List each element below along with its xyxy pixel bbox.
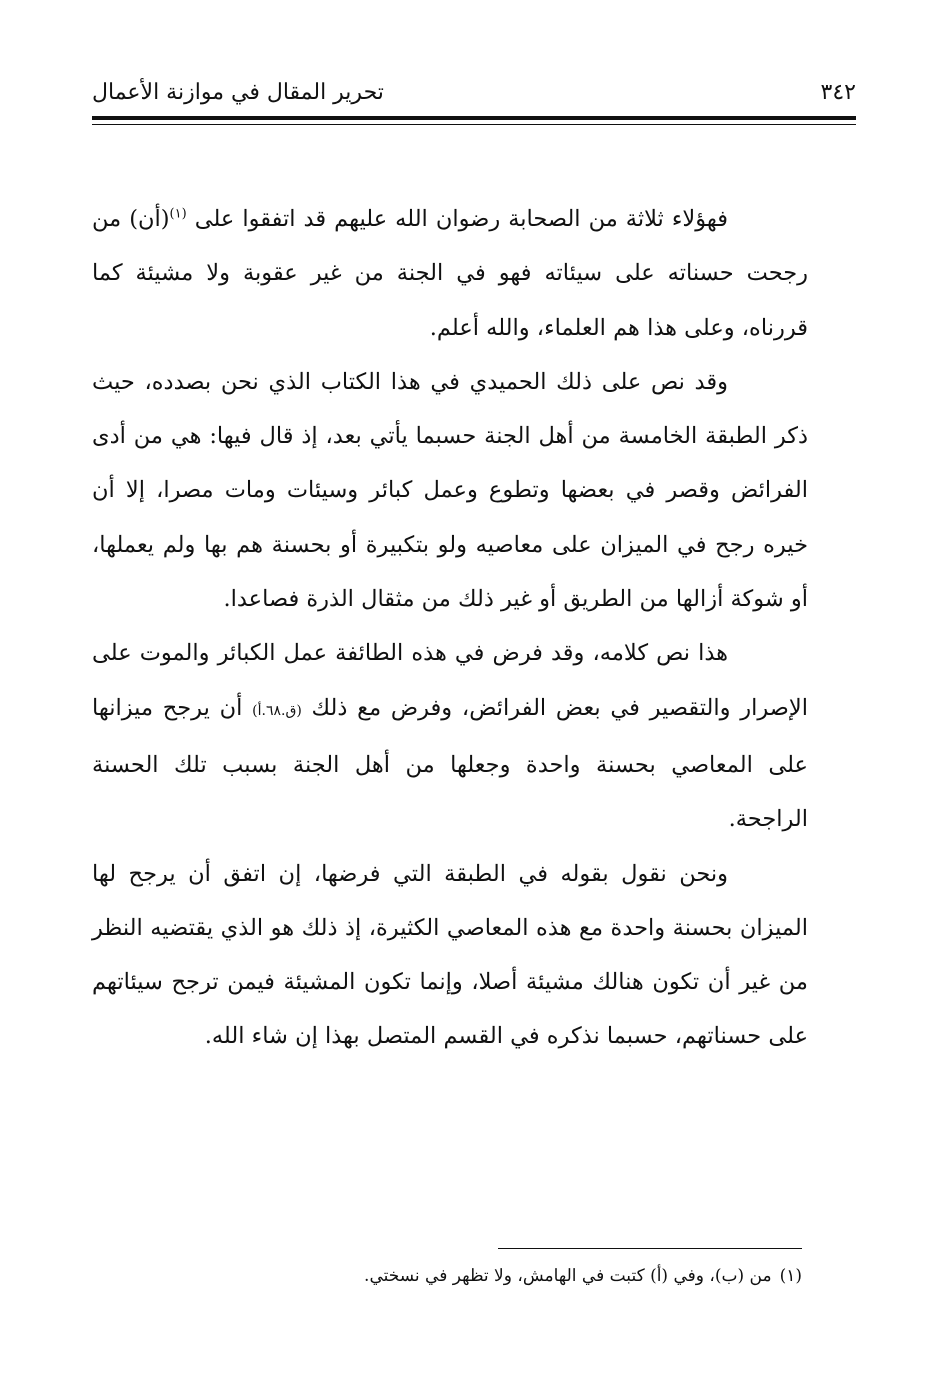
footnote-reference-1: (١) xyxy=(169,206,187,222)
page-number: ٣٤٢ xyxy=(820,80,856,105)
paragraph-3 xyxy=(92,626,808,846)
running-title: تحرير المقال في موازنة الأعمال xyxy=(92,80,384,105)
footnote-separator xyxy=(498,1248,802,1249)
paragraph-3-text-b: أن يرجح ميزانها على المعاصي بحسنة واحدة وجعلها من أهل الجنة بسبب تلك الحسنة الراجحة. xyxy=(92,694,808,833)
main-text xyxy=(92,192,808,1064)
paragraph-2: وقد نص على ذلك الحميدي في هذا الكتاب الذي نحن بصدده، حيث ذكر الطبقة الخامسة من أهل الجنة حسبما يأتي بعد، إذ قال فيها: هي من أدى الفرائض وقصر في بعضها وتطوع وعمل كبائر وسيئات ومات مصرا، إلا أن خيره رجح في الميزان على معاصيه ولو بتكبيرة أو بحسنة هم بها ولم يعملها، أو شوكة أزالها من الطريق أو غير ذلك من مثقال الذرة فصاعدا. xyxy=(92,368,808,613)
paragraph-4: ونحن نقول بقوله في الطبقة التي فرضها، إن اتفق أن يرجح لها الميزان بحسنة واحدة مع هذه المعاصي الكثيرة، إذ ذلك هو الذي يقتضيه النظر من غير أن تكون هنالك مشيئة أصلا، وإنما تكون المشيئة فيمن ترجح سيئاتهم على حسناتهم، حسبما نذكره في القسم المتصل بهذا إن شاء الله. xyxy=(92,860,808,1050)
paragraph-3-text-a: هذا نص كلامه، وقد فرض في هذه الطائفة عمل الكبائر والموت على الإصرار والتقصير في بعض الفرائض، وفرض مع ذلك xyxy=(92,640,808,721)
header-rule-thick xyxy=(92,116,856,120)
manuscript-folio-reference: (ق.٦٨.أ) xyxy=(252,702,302,719)
paragraph-1 xyxy=(92,192,808,355)
header-rule-thin xyxy=(92,124,856,125)
footnote-number: (١) xyxy=(779,1266,802,1286)
paragraph-1-text-b: (أن) من رجحت حسناته على سيئاته فهو في الجنة من غير عقوبة ولا مشيئة كما قررناه، وعلى هذا هم العلماء، والله أعلم. xyxy=(92,206,808,341)
page-header xyxy=(92,78,856,112)
paragraph-1-text-a: فهؤلاء ثلاثة من الصحابة رضوان الله عليهم قد اتفقوا على xyxy=(186,206,728,232)
footnote-1 xyxy=(364,1266,802,1286)
footnote-text: من (ب)، وفي (أ) كتبت في الهامش، ولا تظهر في نسختي. xyxy=(364,1266,772,1286)
